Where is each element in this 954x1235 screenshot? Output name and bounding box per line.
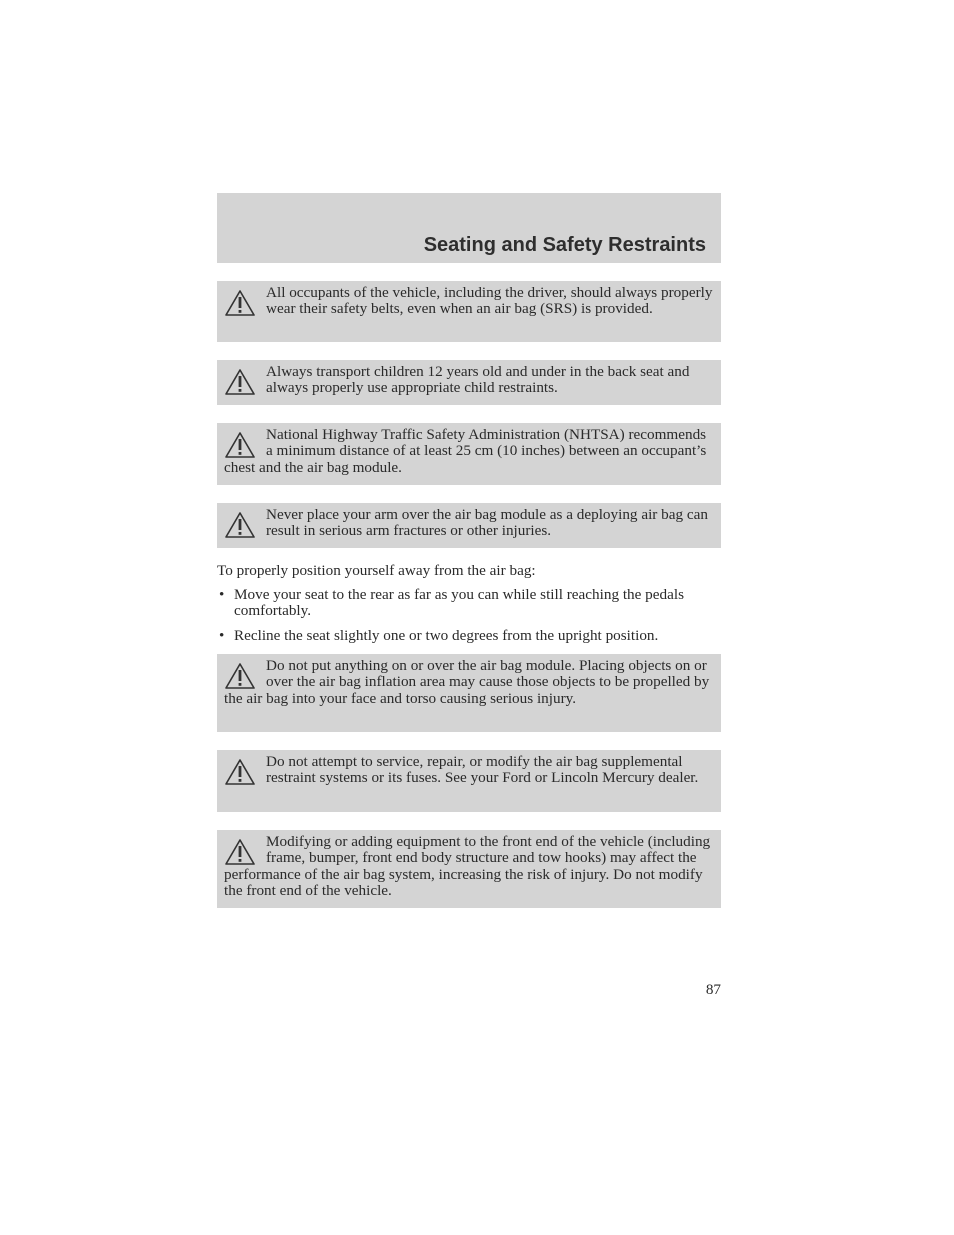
warning-box [217,360,721,405]
intro-paragraph: To properly position yourself away from the air bag: [217,562,536,579]
warning-box [217,830,721,908]
warning-triangle-icon [224,431,256,459]
page-number: 87 [705,981,721,998]
warning-box [217,503,721,548]
list-item-text: Recline the seat slightly one or two degrees from the upright position. [234,626,659,644]
warning-triangle-icon [224,289,256,317]
warning-text: Do not put anything on or over the air bag module. Placing objects on or over the air bag inflation area may cause those objects to be propelled by the air bag into your face and torso causing serious injury. [224,657,710,707]
section-title: Seating and Safety Restraints [423,234,706,256]
warning-text: Do not attempt to service, repair, or modify the air bag supplemental restraint systems or its fuses. See your Ford or Lincoln Mercury dealer. [266,753,699,787]
warning-triangle-icon [224,758,256,786]
list-item [217,587,721,620]
warning-triangle-icon [224,838,256,866]
warning-box [217,423,721,485]
warning-box [217,654,721,732]
section-header [217,193,721,263]
warning-triangle-icon [224,662,256,690]
warning-triangle-icon [224,511,256,539]
warning-text: Always transport children 12 years old and under in the back seat and always properly use appropriate child restraints. [266,363,690,397]
warning-box [217,281,721,342]
warning-triangle-icon [224,368,256,396]
bullet-marker: • [219,586,225,603]
warning-box [217,750,721,812]
warning-text: National Highway Traffic Safety Administration (NHTSA) recommends a minimum distance of at least 25 cm (10 inches) between an occupant’s chest and the air bag module. [224,426,707,476]
warning-text: All occupants of the vehicle, including the driver, should always properly wear their safety belts, even when an air bag (SRS) is provided. [266,284,713,318]
bullet-marker: • [219,626,225,644]
warning-text: Modifying or adding equipment to the front end of the vehicle (including frame, bumper, front end body structure and tow hooks) may affect the performance of the air bag system, increasing the risk of injury. Do not modify the front end of the vehicle. [224,833,711,900]
list-item [217,628,721,644]
bullet-list [217,587,721,644]
warning-text: Never place your arm over the air bag module as a deploying air bag can result in serious arm fractures or other injuries. [266,506,708,540]
list-item-text: Move your seat to the rear as far as you can while still reaching the pedals comfortably. [234,586,684,620]
